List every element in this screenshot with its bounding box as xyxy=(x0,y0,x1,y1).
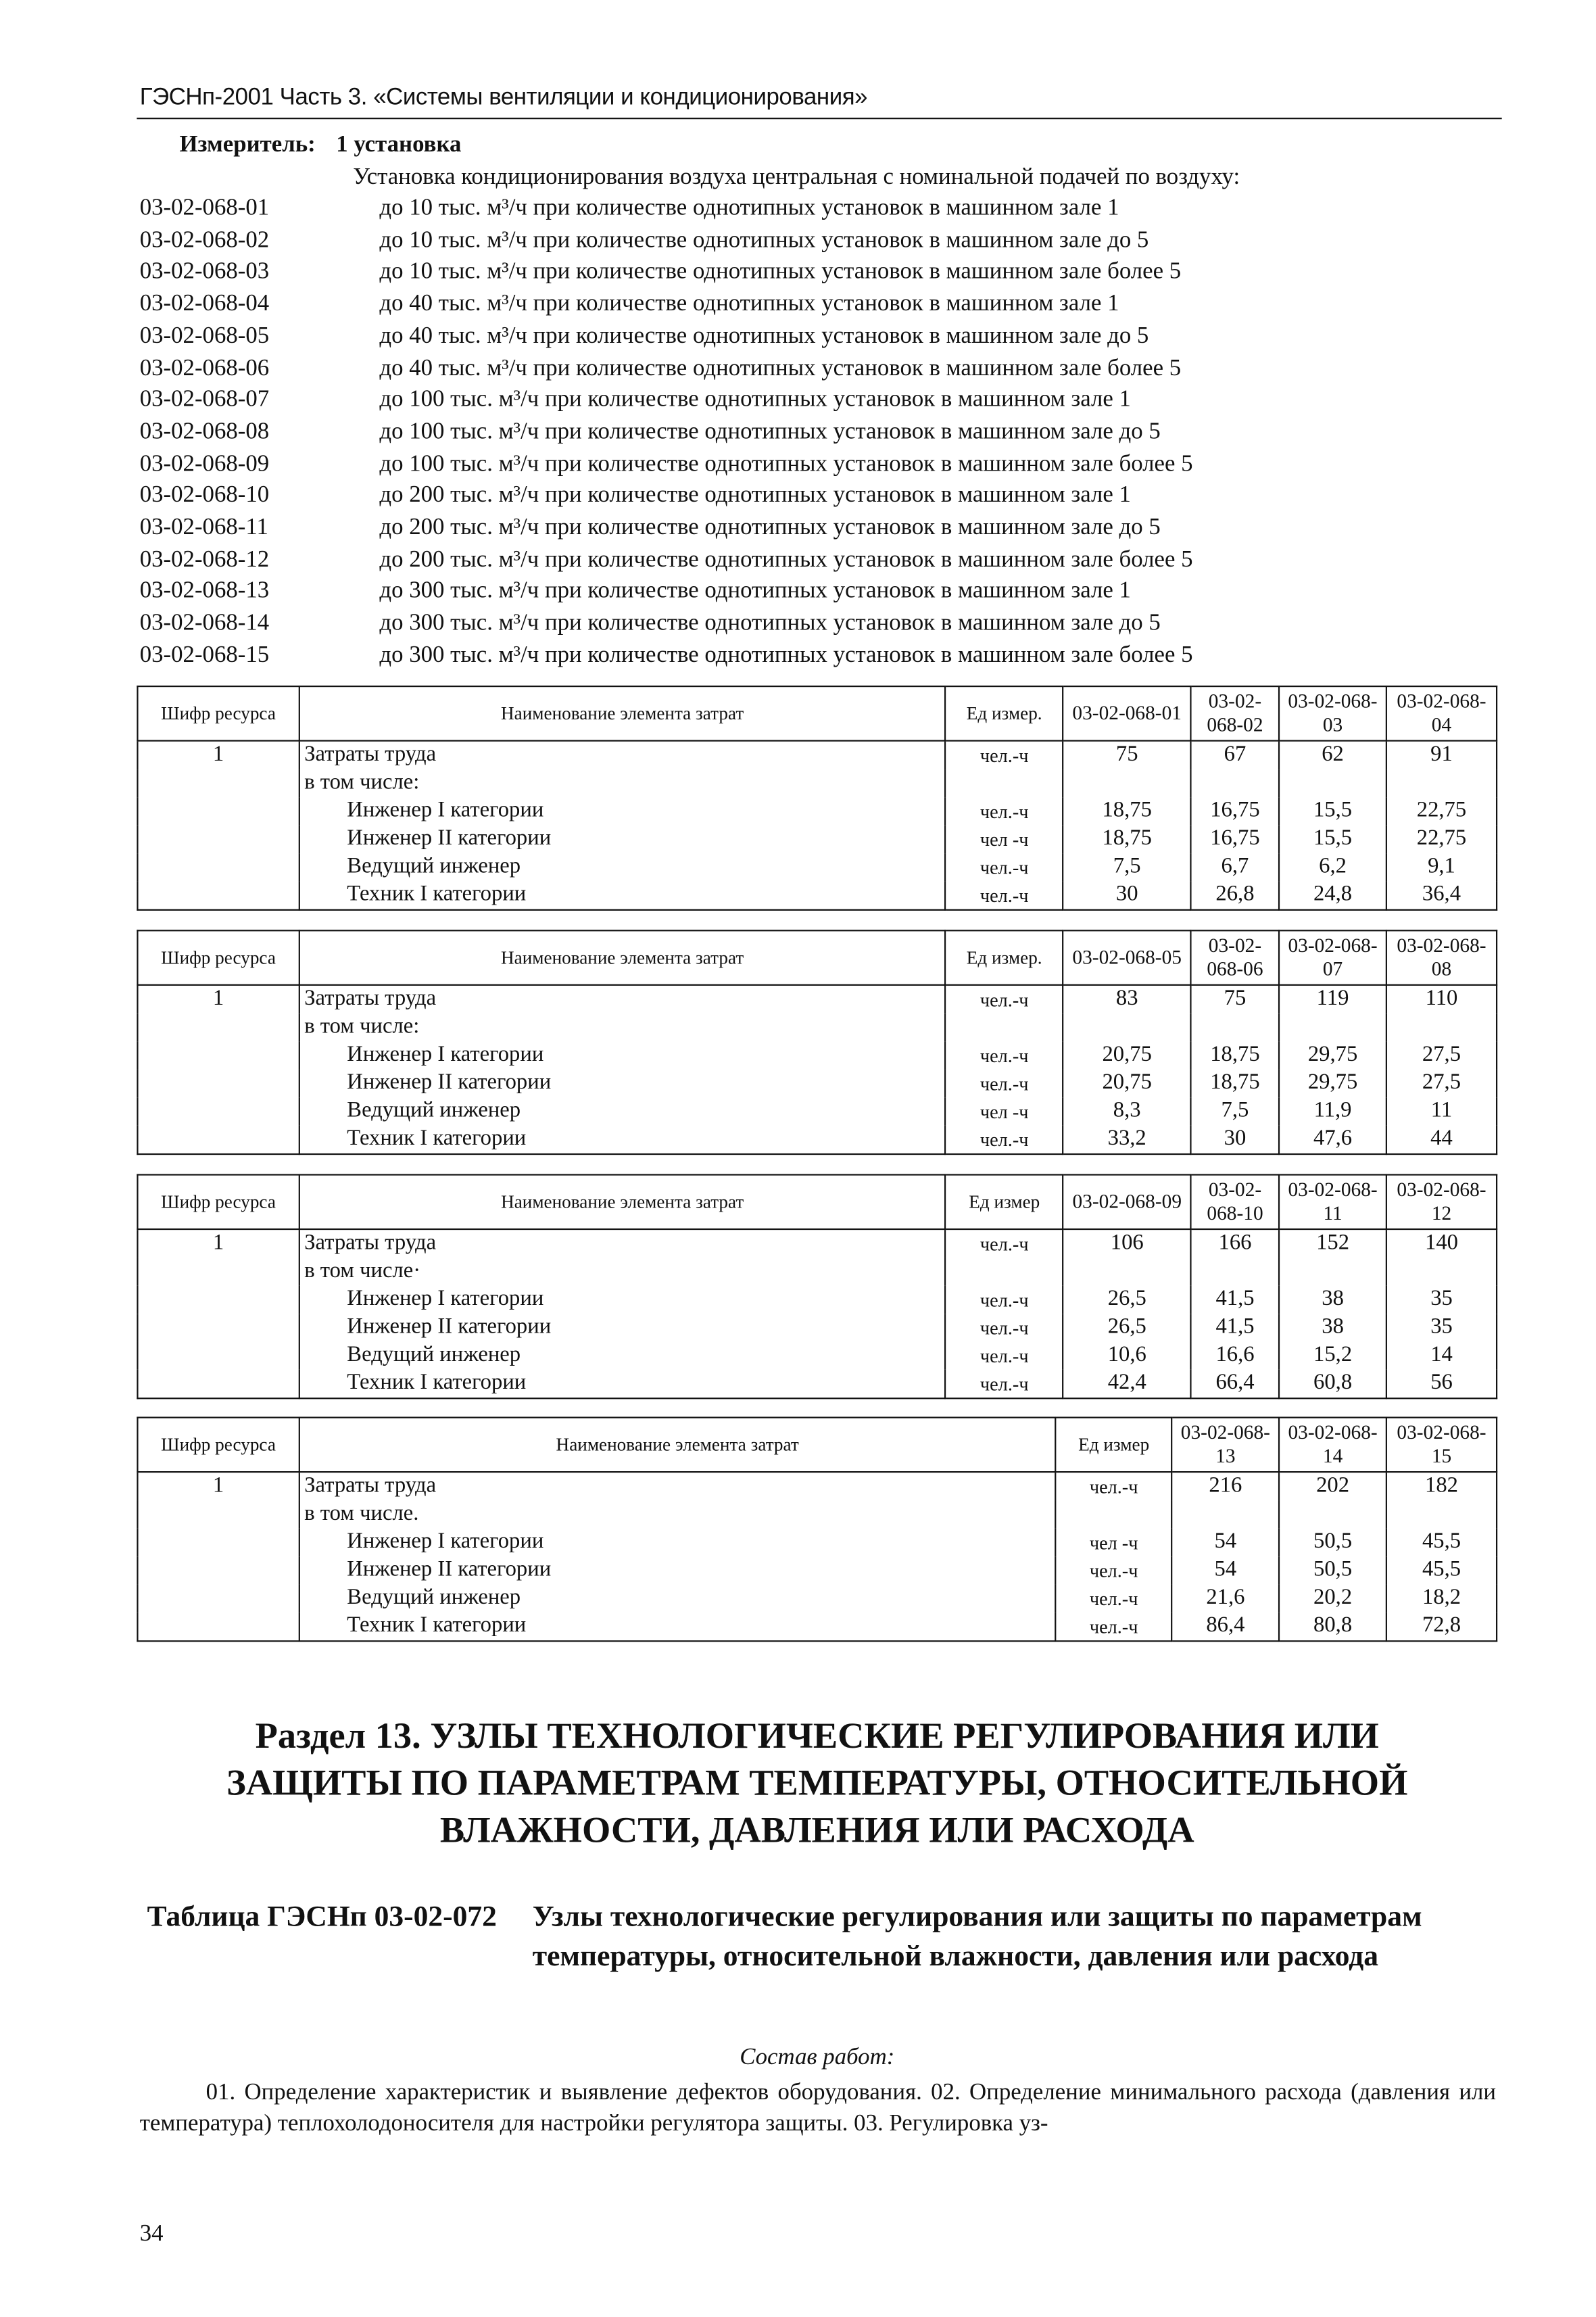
item-code: 03-02-068-06 xyxy=(139,355,270,381)
value-cell xyxy=(1191,1258,1279,1285)
header-norm-code: 03-02-068-14 xyxy=(1279,1418,1386,1473)
value-cell: 22,75 xyxy=(1386,826,1497,853)
resource-code: 1 xyxy=(137,1472,299,1500)
item-text: до 200 тыс. м³/ч при количестве однотипных установок в машинном зале более 5 xyxy=(379,546,1193,572)
value-cell: 45,5 xyxy=(1386,1529,1497,1556)
cost-element: Инженер I категории xyxy=(299,1529,1056,1556)
header-norm-code: 03-02-068-05 xyxy=(1063,930,1191,985)
value-cell: 26,8 xyxy=(1191,881,1279,909)
item-code: 03-02-068-08 xyxy=(139,419,270,444)
table-row xyxy=(137,1070,1497,1097)
item-text: до 200 тыс. м³/ч при количестве однотипных установок в машинном зале 1 xyxy=(379,483,1131,508)
table-row xyxy=(137,853,1497,881)
table-row xyxy=(137,826,1497,853)
cost-element: Затраты труда xyxy=(299,985,946,1013)
resource-code xyxy=(137,1097,299,1125)
resource-code xyxy=(137,853,299,881)
value-cell: 26,5 xyxy=(1063,1314,1191,1341)
value-cell: 20,75 xyxy=(1063,1070,1191,1097)
item-text: до 100 тыс. м³/ч при количестве однотипных установок в машинном зале более 5 xyxy=(379,451,1193,477)
item-row xyxy=(140,419,1161,446)
value-cell xyxy=(1279,769,1386,797)
value-cell: 152 xyxy=(1279,1229,1386,1258)
value-cell xyxy=(1063,769,1191,797)
value-cell xyxy=(1279,1013,1386,1041)
measure-value: 1 установка xyxy=(336,132,462,158)
value-cell: 24,8 xyxy=(1279,881,1386,909)
resource-code xyxy=(137,797,299,825)
table-row xyxy=(137,1501,1497,1529)
header-norm-code: 03-02-068-08 xyxy=(1386,930,1497,985)
header-norm-code: 03-02-068-01 xyxy=(1063,686,1191,741)
value-cell: 6,7 xyxy=(1191,853,1279,881)
resource-code xyxy=(137,1556,299,1584)
item-text: до 200 тыс. м³/ч при количестве однотипных установок в машинном зале до 5 xyxy=(379,515,1161,540)
item-text: до 100 тыс. м³/ч при количестве однотипных установок в машинном зале 1 xyxy=(379,387,1131,412)
resource-code xyxy=(137,826,299,853)
page-number: 34 xyxy=(139,2221,164,2247)
table-row xyxy=(137,1342,1497,1370)
value-cell: 11,9 xyxy=(1279,1097,1386,1125)
cost-element: Инженер I категории xyxy=(299,1042,946,1070)
unit: чел.-ч xyxy=(946,1314,1063,1341)
value-cell: 7,5 xyxy=(1191,1097,1279,1125)
resource-code xyxy=(137,1529,299,1556)
value-cell xyxy=(1386,1013,1497,1041)
value-cell xyxy=(1386,1501,1497,1529)
value-cell: 119 xyxy=(1279,985,1386,1013)
header-rule xyxy=(137,118,1501,119)
section-heading-line: ЗАЩИТЫ ПО ПАРАМЕТРАМ ТЕМПЕРАТУРЫ, ОТНОСИТЕЛЬНОЙ xyxy=(226,1764,1408,1804)
value-cell: 54 xyxy=(1172,1529,1280,1556)
resource-code xyxy=(137,1342,299,1370)
table-row xyxy=(137,741,1497,769)
item-row xyxy=(140,323,1149,350)
value-cell: 27,5 xyxy=(1386,1042,1497,1070)
table-row xyxy=(137,1013,1497,1041)
table-row xyxy=(137,1556,1497,1584)
value-cell: 45,5 xyxy=(1386,1556,1497,1584)
unit: чел -ч xyxy=(946,826,1063,853)
value-cell: 18,75 xyxy=(1191,1042,1279,1070)
value-cell xyxy=(1063,1013,1191,1041)
table-row xyxy=(137,1258,1497,1285)
value-cell: 110 xyxy=(1386,985,1497,1013)
resource-code xyxy=(137,1126,299,1154)
item-text: до 40 тыс. м³/ч при количестве однотипных установок в машинном зале до 5 xyxy=(379,323,1149,349)
resource-code xyxy=(137,1613,299,1641)
value-cell: 66,4 xyxy=(1191,1370,1279,1398)
item-code: 03-02-068-03 xyxy=(139,259,270,285)
value-cell: 15,2 xyxy=(1279,1342,1386,1370)
table-row xyxy=(137,1585,1497,1613)
value-cell: 15,5 xyxy=(1279,826,1386,853)
table-row xyxy=(137,797,1497,825)
value-cell: 30 xyxy=(1191,1126,1279,1154)
item-row xyxy=(140,195,1119,222)
resource-table xyxy=(137,1174,1497,1399)
header-unit: Ед измер. xyxy=(946,686,1063,741)
header-resource-code: Шифр ресурса xyxy=(137,930,299,985)
table-title-code: Таблица ГЭСНп 03-02-072 xyxy=(147,1901,497,1934)
item-text: до 300 тыс. м³/ч при количестве однотипных установок в машинном зале более 5 xyxy=(379,642,1193,668)
cost-element: Ведущий инженер xyxy=(299,1097,946,1125)
item-code: 03-02-068-07 xyxy=(139,387,270,412)
header-resource-code: Шифр ресурса xyxy=(137,1418,299,1473)
value-cell: 62 xyxy=(1279,741,1386,769)
value-cell: 216 xyxy=(1172,1472,1280,1500)
value-cell: 35 xyxy=(1386,1314,1497,1341)
value-cell: 18,75 xyxy=(1063,826,1191,853)
header-norm-code: 03-02-068-12 xyxy=(1386,1175,1497,1230)
header-unit: Ед измер xyxy=(946,1175,1063,1230)
running-header: ГЭСНп-2001 Часть 3. «Системы вентиляции и кондиционирования» xyxy=(139,85,868,111)
works-text: 01. Определение характеристик и выявление дефектов оборудования. 02. Определение минимального расхода (давления или температура) теплохолодоносителя для настройки регулятора защиты. 03. Регулировка уз- xyxy=(139,2080,1496,2136)
item-text: до 40 тыс. м³/ч при количестве однотипных установок в машинном зале более 5 xyxy=(379,355,1182,381)
table-row xyxy=(137,1314,1497,1341)
value-cell: 60,8 xyxy=(1279,1370,1386,1398)
resource-code xyxy=(137,1070,299,1097)
resource-code xyxy=(137,1501,299,1529)
cost-element: в том числе: xyxy=(299,769,946,797)
resource-code xyxy=(137,1258,299,1285)
header-unit: Ед измер. xyxy=(946,930,1063,985)
item-code: 03-02-068-05 xyxy=(139,323,270,349)
value-cell: 36,4 xyxy=(1386,881,1497,909)
cost-element: Затраты труда xyxy=(299,1472,1056,1500)
value-cell xyxy=(1386,769,1497,797)
unit: чел -ч xyxy=(946,1097,1063,1125)
item-text: до 100 тыс. м³/ч при количестве однотипных установок в машинном зале до 5 xyxy=(379,419,1161,444)
value-cell: 8,3 xyxy=(1063,1097,1191,1125)
value-cell: 26,5 xyxy=(1063,1286,1191,1314)
resource-code xyxy=(137,881,299,909)
item-row xyxy=(140,611,1161,637)
value-cell: 16,6 xyxy=(1191,1342,1279,1370)
resource-code: 1 xyxy=(137,1229,299,1258)
cost-element: Инженер I категории xyxy=(299,1286,946,1314)
item-code: 03-02-068-02 xyxy=(139,227,270,253)
unit: чел.-ч xyxy=(946,1286,1063,1314)
value-cell: 29,75 xyxy=(1279,1042,1386,1070)
unit xyxy=(1056,1501,1172,1529)
value-cell: 30 xyxy=(1063,881,1191,909)
value-cell: 202 xyxy=(1279,1472,1386,1500)
header-cost-element: Наименование элемента затрат xyxy=(299,686,946,741)
value-cell: 11 xyxy=(1386,1097,1497,1125)
value-cell: 182 xyxy=(1386,1472,1497,1500)
value-cell: 106 xyxy=(1063,1229,1191,1258)
table-row xyxy=(137,1042,1497,1070)
table-title xyxy=(147,1898,1501,1974)
resource-code: 1 xyxy=(137,985,299,1013)
item-row xyxy=(140,451,1193,477)
cost-element: Ведущий инженер xyxy=(299,1585,1056,1613)
value-cell: 75 xyxy=(1191,985,1279,1013)
value-cell xyxy=(1063,1258,1191,1285)
value-cell: 67 xyxy=(1191,741,1279,769)
value-cell: 18,2 xyxy=(1386,1585,1497,1613)
value-cell: 9,1 xyxy=(1386,853,1497,881)
table-row xyxy=(137,1229,1497,1258)
cost-element: Ведущий инженер xyxy=(299,853,946,881)
header-resource-code: Шифр ресурса xyxy=(137,686,299,741)
unit: чел.-ч xyxy=(946,741,1063,769)
unit: чел.-ч xyxy=(946,1370,1063,1398)
cost-element: Инженер II категории xyxy=(299,1070,946,1097)
header-norm-code: 03-02-068-04 xyxy=(1386,686,1497,741)
item-text: до 10 тыс. м³/ч при количестве однотипных установок в машинном зале 1 xyxy=(379,195,1119,221)
table-row xyxy=(137,881,1497,909)
resource-code: 1 xyxy=(137,741,299,769)
value-cell: 7,5 xyxy=(1063,853,1191,881)
table-row xyxy=(137,1472,1497,1500)
resource-table xyxy=(137,1416,1497,1642)
header-norm-code: 03-02-068-06 xyxy=(1191,930,1279,985)
header-norm-code: 03-02-068-15 xyxy=(1386,1418,1497,1473)
table-row xyxy=(137,769,1497,797)
value-cell: 140 xyxy=(1386,1229,1497,1258)
item-row xyxy=(140,260,1181,286)
resource-code xyxy=(137,1013,299,1041)
item-text: до 10 тыс. м³/ч при количестве однотипных установок в машинном зале более 5 xyxy=(379,259,1182,285)
cost-element: Инженер II категории xyxy=(299,826,946,853)
resource-code xyxy=(137,1314,299,1341)
value-cell xyxy=(1279,1501,1386,1529)
item-row xyxy=(140,387,1131,414)
table-header-row xyxy=(137,1418,1497,1473)
value-cell xyxy=(1191,1013,1279,1041)
header-cost-element: Наименование элемента затрат xyxy=(299,930,946,985)
item-code: 03-02-068-10 xyxy=(139,483,270,508)
unit: чел.-ч xyxy=(946,1070,1063,1097)
header-norm-code: 03-02-068-09 xyxy=(1063,1175,1191,1230)
cost-element: Техник I категории xyxy=(299,1370,946,1398)
unit: чел.-ч xyxy=(1056,1585,1172,1613)
item-code: 03-02-068-12 xyxy=(139,546,270,572)
value-cell: 27,5 xyxy=(1386,1070,1497,1097)
value-cell: 16,75 xyxy=(1191,826,1279,853)
cost-element: в том числе: xyxy=(299,1013,946,1041)
item-code: 03-02-068-01 xyxy=(139,195,270,221)
value-cell: 80,8 xyxy=(1279,1613,1386,1641)
value-cell: 33,2 xyxy=(1063,1126,1191,1154)
table-title-text: Узлы технологические регулирования или защиты по параметрам температуры, относительной влажности, давления или расхода xyxy=(532,1901,1422,1974)
table-header-row xyxy=(137,930,1497,985)
item-row xyxy=(140,356,1181,382)
item-row xyxy=(140,483,1131,509)
value-cell: 38 xyxy=(1279,1286,1386,1314)
value-cell: 18,75 xyxy=(1063,797,1191,825)
resource-code xyxy=(137,1370,299,1398)
table-row xyxy=(137,1126,1497,1154)
unit: чел.-ч xyxy=(1056,1613,1172,1641)
unit: чел.-ч xyxy=(946,1342,1063,1370)
header-norm-code: 03-02-068-03 xyxy=(1279,686,1386,741)
value-cell: 41,5 xyxy=(1191,1286,1279,1314)
header-cost-element: Наименование элемента затрат xyxy=(299,1175,946,1230)
value-cell: 14 xyxy=(1386,1342,1497,1370)
table-row xyxy=(137,1613,1497,1641)
value-cell xyxy=(1191,769,1279,797)
header-norm-code: 03-02-068-07 xyxy=(1279,930,1386,985)
item-row xyxy=(140,642,1193,669)
item-code: 03-02-068-14 xyxy=(139,611,270,636)
section-heading-line: ВЛАЖНОСТИ, ДАВЛЕНИЯ ИЛИ РАСХОДА xyxy=(439,1811,1194,1851)
unit xyxy=(946,1258,1063,1285)
cost-element: Инженер II категории xyxy=(299,1556,1056,1584)
value-cell: 10,6 xyxy=(1063,1342,1191,1370)
item-row xyxy=(140,547,1193,573)
resource-table xyxy=(137,686,1497,911)
section-heading-line: Раздел 13. УЗЛЫ ТЕХНОЛОГИЧЕСКИЕ РЕГУЛИРОВАНИЯ ИЛИ xyxy=(255,1717,1379,1757)
item-row xyxy=(140,515,1161,542)
table-row xyxy=(137,1370,1497,1398)
value-cell: 44 xyxy=(1386,1126,1497,1154)
cost-element: Ведущий инженер xyxy=(299,1342,946,1370)
resource-code xyxy=(137,1585,299,1613)
unit: чел.-ч xyxy=(946,881,1063,909)
header-norm-code: 03-02-068-13 xyxy=(1172,1418,1280,1473)
header-norm-code: 03-02-068-10 xyxy=(1191,1175,1279,1230)
value-cell: 50,5 xyxy=(1279,1556,1386,1584)
resource-table xyxy=(137,930,1497,1155)
value-cell: 42,4 xyxy=(1063,1370,1191,1398)
table-row xyxy=(137,1286,1497,1314)
header-norm-code: 03-02-068-02 xyxy=(1191,686,1279,741)
unit: чел.-ч xyxy=(1056,1556,1172,1584)
measure-label: Измеритель: xyxy=(179,132,316,158)
value-cell: 47,6 xyxy=(1279,1126,1386,1154)
table-row xyxy=(137,1529,1497,1556)
item-code: 03-02-068-15 xyxy=(139,642,270,668)
cost-element: Затраты труда xyxy=(299,1229,946,1258)
item-code: 03-02-068-04 xyxy=(139,291,270,317)
value-cell: 15,5 xyxy=(1279,797,1386,825)
header-resource-code: Шифр ресурса xyxy=(137,1175,299,1230)
value-cell: 83 xyxy=(1063,985,1191,1013)
table-header-row xyxy=(137,1175,1497,1230)
item-row xyxy=(140,228,1149,254)
value-cell: 20,2 xyxy=(1279,1585,1386,1613)
table-header-row xyxy=(137,686,1497,741)
table-row xyxy=(137,1097,1497,1125)
cost-element: Инженер II категории xyxy=(299,1314,946,1341)
cost-element: Инженер I категории xyxy=(299,797,946,825)
unit: чел.-ч xyxy=(946,1126,1063,1154)
unit: чел.-ч xyxy=(946,985,1063,1013)
resource-code xyxy=(137,1286,299,1314)
value-cell: 16,75 xyxy=(1191,797,1279,825)
value-cell: 56 xyxy=(1386,1370,1497,1398)
value-cell xyxy=(1172,1501,1280,1529)
measure-unit xyxy=(179,133,481,159)
item-text: до 40 тыс. м³/ч при количестве однотипных установок в машинном зале 1 xyxy=(379,291,1119,317)
table-row xyxy=(137,985,1497,1013)
value-cell: 72,8 xyxy=(1386,1613,1497,1641)
resource-code xyxy=(137,769,299,797)
value-cell: 20,75 xyxy=(1063,1042,1191,1070)
resource-code xyxy=(137,1042,299,1070)
unit: чел.-ч xyxy=(946,797,1063,825)
unit: чел.-ч xyxy=(1056,1472,1172,1500)
cost-element: Техник I категории xyxy=(299,1126,946,1154)
cost-element: Затраты труда xyxy=(299,741,946,769)
unit: чел.-ч xyxy=(946,1042,1063,1070)
unit xyxy=(946,769,1063,797)
value-cell: 38 xyxy=(1279,1314,1386,1341)
item-row xyxy=(140,291,1119,318)
section-heading xyxy=(137,1714,1497,1855)
unit: чел -ч xyxy=(1056,1529,1172,1556)
unit: чел.-ч xyxy=(946,853,1063,881)
value-cell: 86,4 xyxy=(1172,1613,1280,1641)
cost-element: в том числе· xyxy=(299,1258,946,1285)
item-text: до 300 тыс. м³/ч при количестве однотипных установок в машинном зале до 5 xyxy=(379,611,1161,636)
cost-element: Техник I категории xyxy=(299,1613,1056,1641)
value-cell: 21,6 xyxy=(1172,1585,1280,1613)
value-cell: 41,5 xyxy=(1191,1314,1279,1341)
value-cell: 91 xyxy=(1386,741,1497,769)
value-cell xyxy=(1386,1258,1497,1285)
items-description: Установка кондиционирования воздуха центральная с номинальной подачей по воздуху: xyxy=(353,164,1240,190)
works-label: Состав работ: xyxy=(740,2045,895,2070)
value-cell xyxy=(1279,1258,1386,1285)
cost-element: Техник I категории xyxy=(299,881,946,909)
value-cell: 29,75 xyxy=(1279,1070,1386,1097)
value-cell: 54 xyxy=(1172,1556,1280,1584)
value-cell: 50,5 xyxy=(1279,1529,1386,1556)
header-cost-element: Наименование элемента затрат xyxy=(299,1418,1056,1473)
header-unit: Ед измер xyxy=(1056,1418,1172,1473)
value-cell: 18,75 xyxy=(1191,1070,1279,1097)
item-text: до 10 тыс. м³/ч при количестве однотипных установок в машинном зале до 5 xyxy=(379,227,1149,253)
unit: чел.-ч xyxy=(946,1229,1063,1258)
value-cell: 75 xyxy=(1063,741,1191,769)
item-code: 03-02-068-13 xyxy=(139,579,270,604)
item-row xyxy=(140,579,1131,605)
cost-element: в том числе. xyxy=(299,1501,1056,1529)
value-cell: 166 xyxy=(1191,1229,1279,1258)
value-cell: 35 xyxy=(1386,1286,1497,1314)
value-cell: 22,75 xyxy=(1386,797,1497,825)
value-cell: 6,2 xyxy=(1279,853,1386,881)
item-text: до 300 тыс. м³/ч при количестве однотипных установок в машинном зале 1 xyxy=(379,579,1131,604)
header-norm-code: 03-02-068-11 xyxy=(1279,1175,1386,1230)
item-code: 03-02-068-09 xyxy=(139,451,270,477)
item-code: 03-02-068-11 xyxy=(139,515,268,540)
unit xyxy=(946,1013,1063,1041)
